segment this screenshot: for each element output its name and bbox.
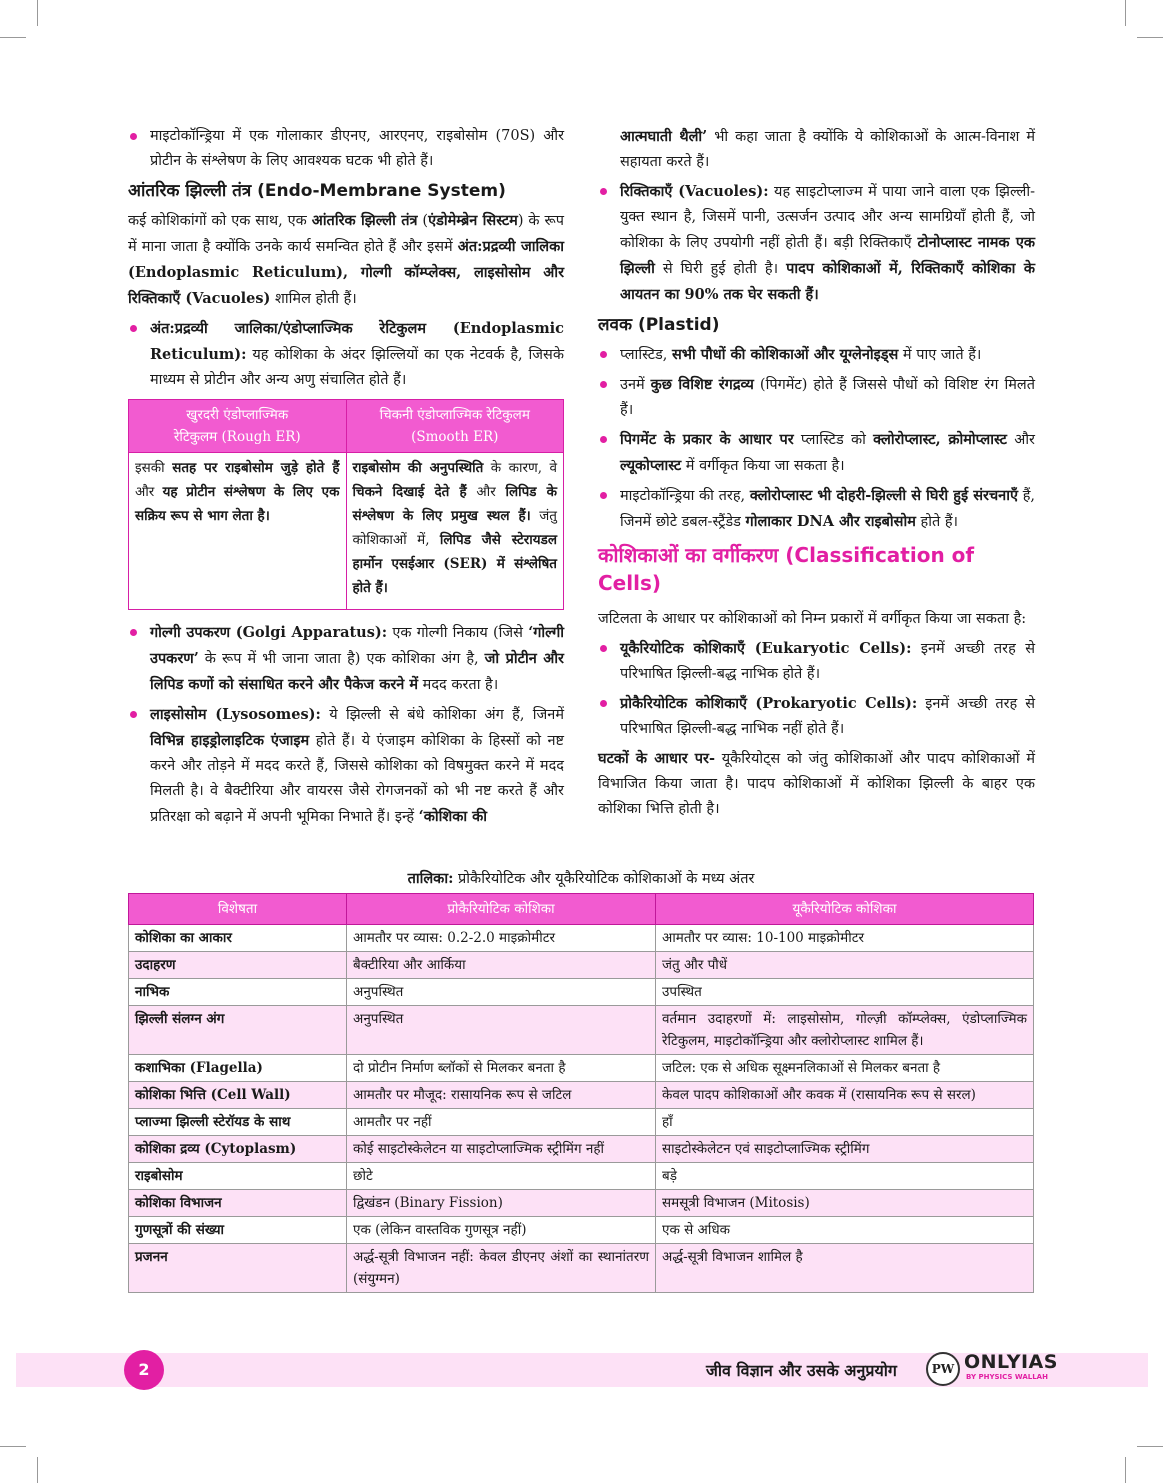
bullet-plastid-types: पिगमेंट के प्रकार के आधार पर प्लास्टिड को क्लोरोप्लास्ट, क्रोमोप्लास्ट और ल्यूकोप्लास्ट में वर्गीकृत किया जा सकता है। xyxy=(598,427,1035,479)
bullet-prokaryotic: प्रोकैरियोटिक कोशिकाएँ (Prokaryotic Cells): इनमें अच्छी तरह से परिभाषित झिल्ली-बद्ध नाभिक नहीं होते हैं। xyxy=(598,691,1035,742)
prokaryote-cell: आमतौर पर मौजूद: रासायनिक रूप से जटिल xyxy=(347,1082,656,1109)
table-row xyxy=(129,952,1034,979)
paragraph-classification: जटिलता के आधार पर कोशिकाओं को निम्न प्रकारों में वर्गीकृत किया जा सकता है: xyxy=(598,611,1027,627)
eukaryote-cell: जटिल: एक से अधिक सूक्ष्मनलिकाओं से मिलकर बनता है xyxy=(656,1055,1034,1082)
crop-mark xyxy=(1137,37,1163,38)
right-column xyxy=(598,124,1035,826)
table-row xyxy=(129,979,1034,1006)
eukaryote-cell: बड़े xyxy=(656,1163,1034,1190)
crop-mark xyxy=(37,1457,38,1483)
bullet-chloroplast-structure: माइटोकॉन्ड्रिया की तरह, क्लोरोप्लास्ट भी दोहरी-झिल्ली से घिरी हुई संरचनाएँ हैं, जिनमें छोटे डबल-स्ट्रैंडेड गोलाकार DNA और राइबोसोम होते हैं। xyxy=(598,483,1035,535)
eukaryote-cell: उपस्थित xyxy=(656,979,1034,1006)
feature-cell: गुणसूत्रों की संख्या xyxy=(129,1217,347,1244)
prokaryote-cell: आमतौर पर व्यास: 0.2-2.0 माइक्रोमीटर xyxy=(347,925,656,952)
bullet-lysosomes: लाइसोसोम (Lysosomes): ये झिल्ली से बंधे कोशिका अंग हैं, जिनमें विभिन्न हाइड्रोलाइटिक एंजाइम होते हैं। ये एंजाइम कोशिका के हिस्सों को नष्ट करने और तोड़ने में मदद करते हैं, जिससे कोशिका को विषमुक्त करने में मदद मिलती है। वे बैक्टीरिया और वायरस जैसे रोगजनकों को भी नष्ट करते हैं और प्रतिरक्षा को बढ़ाने में अपनी भूमिका निभाते हैं। इन्हें ‘कोशिका की xyxy=(128,702,564,830)
column-header: प्रोकैरियोटिक कोशिका xyxy=(347,894,656,925)
eukaryote-cell: केवल पादप कोशिकाओं और कवक में (रासायनिक रूप से सरल) xyxy=(656,1082,1034,1109)
eukaryote-cell: वर्तमान उदाहरणों में: लाइसोसोम, गोल्ज़ी कॉम्प्लेक्स, एंडोप्लाज्मिक रेटिकुलम, माइटोकॉन्ड्रिया और क्लोरोप्लास्ट शामिल हैं। xyxy=(656,1006,1034,1055)
prokaryote-cell: बैक्टीरिया और आर्किया xyxy=(347,952,656,979)
column-header: यूकैरियोटिक कोशिका xyxy=(656,894,1034,925)
header-rough-er: खुरदरी एंडोप्लाज्मिक रेटिकुलम (Rough ER) xyxy=(129,400,347,453)
crop-mark xyxy=(1125,0,1126,26)
prokaryote-cell: अनुपस्थित xyxy=(347,979,656,1006)
paragraph-endomembrane: कई कोशिकांगों को एक साथ, एक आंतरिक झिल्ली तंत्र (एंडोमेम्ब्रेन सिस्टम) के रूप में माना जाता है क्योंकि उनके कार्य समन्वित होते हैं और इसमें अंत:प्रद्रव्यी जालिका (Endoplasmic Reticulum), गोल्गी कॉम्प्लेक्स, लाइसोसोम और रिक्तिकाएँ (Vacuoles) शामिल होती हैं। xyxy=(128,212,565,307)
table-header-row xyxy=(129,400,564,453)
prokaryote-eukaryote-table xyxy=(128,893,1034,1293)
table-row xyxy=(129,1006,1034,1055)
prokaryote-cell: आमतौर पर नहीं xyxy=(347,1109,656,1136)
feature-cell: कोशिका भित्ति (Cell Wall) xyxy=(129,1082,347,1109)
prokaryote-cell: अर्द्ध-सूत्री विभाजन नहीं: केवल डीएनए अंशों का स्थानांतरण (संयुग्मन) xyxy=(347,1244,656,1293)
eukaryote-cell: समसूत्री विभाजन (Mitosis) xyxy=(656,1190,1034,1217)
table-row xyxy=(129,1244,1034,1293)
prokaryote-cell: कोई साइटोस्केलेटन या साइटोप्लाज्मिक स्ट्रीमिंग नहीं xyxy=(347,1136,656,1163)
feature-cell: कोशिका विभाजन xyxy=(129,1190,347,1217)
prokaryote-cell: एक (लेकिन वास्तविक गुणसूत्र नहीं) xyxy=(347,1217,656,1244)
heading-cell-classification: कोशिकाओं का वर्गीकरण (Classification of Cells) xyxy=(598,543,975,595)
left-column xyxy=(128,124,564,834)
table-row xyxy=(129,1217,1034,1244)
onlyias-logo: ONLYIAS xyxy=(964,1351,1058,1373)
feature-cell: कशाभिका (Flagella) xyxy=(129,1055,347,1082)
bullet-plastid-pigments: उनमें कुछ विशिष्ट रंगद्रव्य (पिगमेंट) होते हैं जिससे पौधों को विशिष्ट रंग मिलते हैं। xyxy=(598,372,1035,423)
table-row xyxy=(129,1082,1034,1109)
eukaryote-cell: अर्द्ध-सूत्री विभाजन शामिल है xyxy=(656,1244,1034,1293)
cell-smooth-er: राइबोसोम की अनुपस्थिति के कारण, वे चिकने दिखाई देते हैं और लिपिड के संश्लेषण के लिए प्रमुख स्थल हैं। जंतु कोशिकाओं में, लिपिड जैसे स्टेरायडल हार्मोन एसईआर (SER) में संश्लेषित होते हैं। xyxy=(346,453,564,610)
feature-cell: प्रजनन xyxy=(129,1244,347,1293)
table-row xyxy=(129,1136,1034,1163)
table-caption: तालिका: प्रोकैरियोटिक और यूकैरियोटिक कोशिकाओं के मध्य अंतर xyxy=(407,870,755,887)
heading-plastid: लवक (Plastid) xyxy=(598,315,720,335)
feature-cell: झिल्ली संलग्न अंग xyxy=(129,1006,347,1055)
eukaryote-cell: हाँ xyxy=(656,1109,1034,1136)
feature-cell: उदाहरण xyxy=(129,952,347,979)
prokaryote-cell: छोटे xyxy=(347,1163,656,1190)
column-header: विशेषता xyxy=(129,894,347,925)
feature-cell: नाभिक xyxy=(129,979,347,1006)
feature-cell: राइबोसोम xyxy=(129,1163,347,1190)
heading-endomembrane: आंतरिक झिल्ली तंत्र (Endo-Membrane System) xyxy=(128,181,506,201)
bullet-mitochondria-dna: माइटोकॉन्ड्रिया में एक गोलाकार डीएनए, आरएनए, राइबोसोम (70S) और प्रोटीन के संश्लेषण के लिए आवश्यक घटक भी होते हैं। xyxy=(128,124,564,174)
bullet-eukaryotic: यूकैरियोटिक कोशिकाएँ (Eukaryotic Cells): इनमें अच्छी तरह से परिभाषित झिल्ली-बद्ध नाभिक होते हैं। xyxy=(598,636,1035,687)
bullet-golgi-apparatus: गोल्गी उपकरण (Golgi Apparatus): एक गोल्गी निकाय (जिसे ‘गोल्गी उपकरण’ के रूप में भी जाना जाता है) एक कोशिका अंग है, जो प्रोटीन और लिपिड कणों को संसाधित करने और पैकेज करने में मदद करता है। xyxy=(128,620,564,698)
eukaryote-cell: एक से अधिक xyxy=(656,1217,1034,1244)
feature-cell: कोशिका का आकार xyxy=(129,925,347,952)
bullet-endoplasmic-reticulum: अंत:प्रद्रव्यी जालिका/एंडोप्लाज्मिक रेटिकुलम (Endoplasmic Reticulum): यह कोशिका के अंदर झिल्लियों का एक नेटवर्क है, जिसके माध्यम से प्रोटीन और अन्य अणु संचालित होते हैं। xyxy=(128,316,564,393)
crop-mark xyxy=(1125,1457,1126,1483)
er-comparison-table xyxy=(128,399,564,610)
prokaryote-cell: दो प्रोटीन निर्माण ब्लॉकों से मिलकर बनता है xyxy=(347,1055,656,1082)
page-number: 2 xyxy=(124,1350,164,1390)
table-row xyxy=(129,925,1034,952)
eukaryote-cell: साइटोस्केलेटन एवं साइटोप्लाज्मिक स्ट्रीमिंग xyxy=(656,1136,1034,1163)
cell-rough-er: इसकी सतह पर राइबोसोम जुड़े होते हैं और यह प्रोटीन संश्लेषण के लिए एक सक्रिय रूप से भाग लेता है। xyxy=(129,453,347,610)
eukaryote-cell: जंतु और पौधें xyxy=(656,952,1034,979)
crop-mark xyxy=(0,37,26,38)
prokaryote-cell: द्विखंडन (Binary Fission) xyxy=(347,1190,656,1217)
footer-book-title: जीव विज्ञान और उसके अनुप्रयोग xyxy=(706,1361,897,1380)
prokaryote-cell: अनुपस्थित xyxy=(347,1006,656,1055)
bullet-plastid-location: प्लास्टिड, सभी पौधों की कोशिकाओं और यूग्लेनोइड्स में पाए जाते हैं। xyxy=(598,342,1035,368)
paragraph-components: घटकों के आधार पर- यूकैरियोट्स को जंतु कोशिकाओं और पादप कोशिकाओं में विभाजित किया जाता है। पादप कोशिकाओं में कोशिका झिल्ली के बाहर एक कोशिका भित्ति होती है। xyxy=(598,750,1036,817)
bullet-vacuoles: रिक्तिकाएँ (Vacuoles): यह साइटोप्लाज्म में पाया जाने वाला एक झिल्ली-युक्त स्थान है, जिसमें पानी, उत्सर्जन उत्पाद और अन्य सामग्रियाँ होती हैं, जो कोशिका के लिए उपयोगी नहीं होती हैं। बड़ी रिक्तिकाएँ टोनोप्लास्ट नामक एक झिल्ली से घिरी हुई होती है। पादप कोशिकाओं में, रिक्तिकाएँ कोशिका के आयतन का 90% तक घेर सकती हैं। xyxy=(598,179,1035,308)
table-header-row xyxy=(129,894,1034,925)
eukaryote-cell: आमतौर पर व्यास: 10-100 माइक्रोमीटर xyxy=(656,925,1034,952)
feature-cell: प्लाज्मा झिल्ली स्टेरॉयड के साथ xyxy=(129,1109,347,1136)
table-row xyxy=(129,1190,1034,1217)
table-row xyxy=(129,453,564,610)
onlyias-logo-subtitle: BY PHYSICS WALLAH xyxy=(966,1373,1048,1381)
table-row xyxy=(129,1163,1034,1190)
header-smooth-er: चिकनी एंडोप्लाज्मिक रेटिकुलम (Smooth ER) xyxy=(346,400,564,453)
pw-logo-icon: PW xyxy=(926,1352,960,1386)
feature-cell: कोशिका द्रव्य (Cytoplasm) xyxy=(129,1136,347,1163)
crop-mark xyxy=(37,0,38,26)
paragraph-lysosome-continued: आत्मघाती थैली’ भी कहा जाता है क्योंकि ये कोशिकाओं के आत्म-विनाश में सहायता करते हैं। xyxy=(620,128,1035,170)
table-row xyxy=(129,1109,1034,1136)
crop-mark xyxy=(0,1446,26,1447)
crop-mark xyxy=(1137,1446,1163,1447)
table-row xyxy=(129,1055,1034,1082)
